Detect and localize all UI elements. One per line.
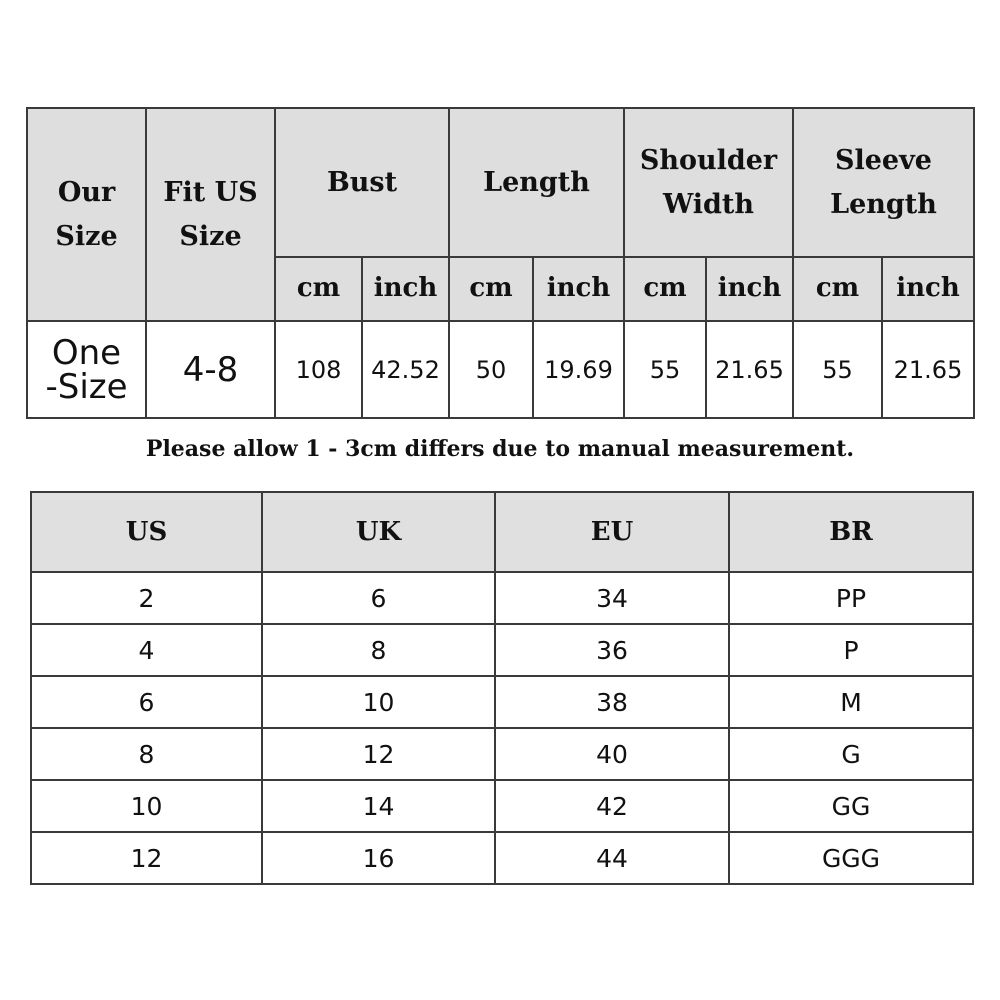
cell-eu: 42 — [495, 780, 729, 832]
cell-uk: 14 — [262, 780, 495, 832]
cell-br: M — [729, 676, 973, 728]
cell-eu: 40 — [495, 728, 729, 780]
cell-eu: 34 — [495, 572, 729, 624]
unit-bust-inch: inch — [362, 257, 449, 321]
cell-uk: 10 — [262, 676, 495, 728]
cell-length-inch: 19.69 — [533, 321, 624, 418]
cell-us: 4 — [31, 624, 262, 676]
cell-uk: 8 — [262, 624, 495, 676]
cell-uk: 6 — [262, 572, 495, 624]
cell-eu: 36 — [495, 624, 729, 676]
header-our-size: Our Size — [27, 108, 146, 321]
cell-us: 2 — [31, 572, 262, 624]
header-length: Length — [449, 108, 624, 257]
unit-bust-cm: cm — [275, 257, 362, 321]
cell-uk: 16 — [262, 832, 495, 884]
cell-length-cm: 50 — [449, 321, 533, 418]
cell-us: 6 — [31, 676, 262, 728]
cell-fit-us-size: 4-8 — [146, 321, 275, 418]
unit-length-inch: inch — [533, 257, 624, 321]
unit-shoulder-inch: inch — [706, 257, 793, 321]
cell-sleeve-inch: 21.65 — [882, 321, 974, 418]
cell-eu: 44 — [495, 832, 729, 884]
cell-shoulder-cm: 55 — [624, 321, 706, 418]
size-measurement-table — [26, 107, 975, 419]
cell-our-size: One -Size — [27, 321, 146, 418]
table-row — [31, 728, 973, 780]
measurement-note: Please allow 1 - 3cm differs due to manual measurement. — [145, 436, 855, 462]
header-us: US — [31, 492, 262, 572]
table-row — [31, 780, 973, 832]
table-row — [31, 624, 973, 676]
conversion-header-row — [31, 492, 973, 572]
cell-bust-cm: 108 — [275, 321, 362, 418]
cell-us: 12 — [31, 832, 262, 884]
cell-uk: 12 — [262, 728, 495, 780]
header-br: BR — [729, 492, 973, 572]
header-bust: Bust — [275, 108, 449, 257]
table-row — [31, 676, 973, 728]
unit-sleeve-inch: inch — [882, 257, 974, 321]
table-row — [31, 572, 973, 624]
cell-br: G — [729, 728, 973, 780]
unit-length-cm: cm — [449, 257, 533, 321]
unit-sleeve-cm: cm — [793, 257, 882, 321]
size-table-header-row — [27, 108, 974, 257]
cell-shoulder-inch: 21.65 — [706, 321, 793, 418]
cell-us: 10 — [31, 780, 262, 832]
cell-br: GGG — [729, 832, 973, 884]
size-conversion-table — [30, 491, 974, 885]
header-shoulder-width: Shoulder Width — [624, 108, 793, 257]
cell-bust-inch: 42.52 — [362, 321, 449, 418]
cell-sleeve-cm: 55 — [793, 321, 882, 418]
header-fit-us-size: Fit US Size — [146, 108, 275, 321]
header-uk: UK — [262, 492, 495, 572]
header-eu: EU — [495, 492, 729, 572]
cell-br: P — [729, 624, 973, 676]
table-row — [31, 832, 973, 884]
cell-br: GG — [729, 780, 973, 832]
cell-us: 8 — [31, 728, 262, 780]
cell-br: PP — [729, 572, 973, 624]
size-table-data-row — [27, 321, 974, 418]
cell-eu: 38 — [495, 676, 729, 728]
header-sleeve-length: Sleeve Length — [793, 108, 974, 257]
unit-shoulder-cm: cm — [624, 257, 706, 321]
